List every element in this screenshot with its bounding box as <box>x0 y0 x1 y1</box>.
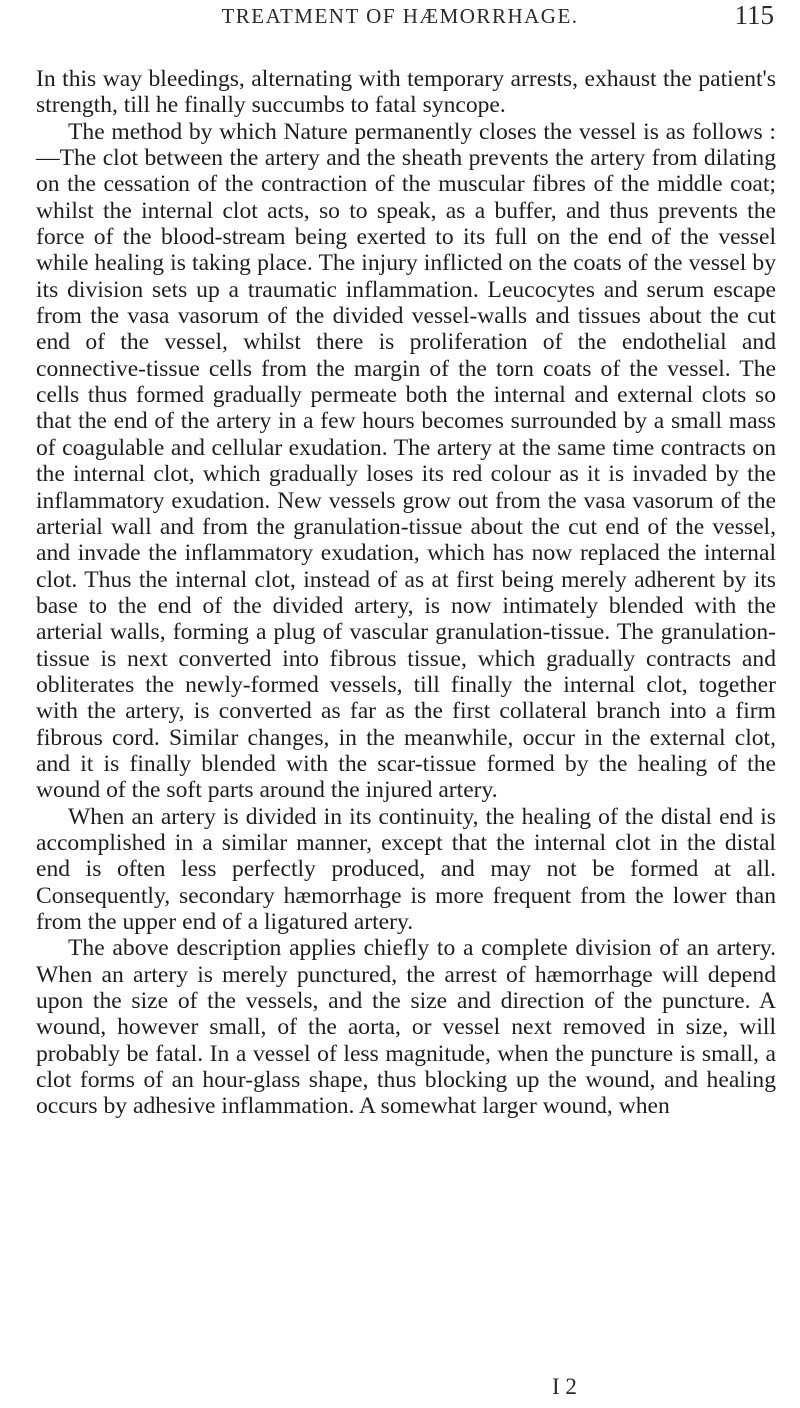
paragraph: The method by which Nature permanently closes the vessel is as follows :—The clot between the artery and the sheath prevents the artery from dilating on the cessation of the contraction of the muscular fibres of the middle coat; whilst the internal clot acts, so to speak, as a buffer, and thus prevents the force of the blood-stream being exerted to its full on the end of the vessel while healing is taking place. The injury inflicted on the coats of the vessel by its division sets up a traumatic inflammation. Leucocytes and serum escape from the vasa vasorum of the divided vessel-walls and tissues about the cut end of the vessel, whilst there is proliferation of the endothelial and connective-tissue cells from the margin of the torn coats of the vessel. The cells thus formed gradually permeate both the internal and external clots so that the end of the artery in a few hours becomes surrounded by a small mass of coagulable and cellular exudation. The artery at the same time contracts on the internal clot, which gradually loses its red colour as it is invaded by the inflammatory exudation. New vessels grow out from the vasa vasorum of the arterial wall and from the granulation-tissue about the cut end of the vessel, and invade the inflammatory exudation, which has now replaced the internal clot. Thus the internal clot, instead of as at first being merely adherent by its base to the end of the divided artery, is now intimately blended with the arterial walls, forming a plug of vascular granulation-tissue. The granulation-tissue is next converted into fibrous tissue, which gradually contracts and obliterates the newly-formed vessels, till finally the internal clot, together with the artery, is converted as far as the first collateral branch into a firm fibrous cord. Similar changes, in the meanwhile, occur in the external clot, and it is finally blended with the scar-tissue formed by the healing of the wound of the soft parts around the injured artery. <box>36 118 776 804</box>
paragraph: The above description applies chiefly to a complete division of an artery. When an artery is merely punctured, the arrest of hæmorrhage will depend upon the size of the vessels, and the size and direction of the puncture. A wound, however small, of the aorta, or vessel next removed in size, will probably be fatal. In a vessel of less magnitude, when the puncture is small, a clot forms of an hour-glass shape, thus blocking up the wound, and healing occurs by adhesive inflammation. A somewhat larger wound, when <box>36 935 776 1120</box>
page-number: 115 <box>734 0 774 30</box>
body-text <box>36 66 776 1120</box>
signature-mark: I 2 <box>552 1374 577 1399</box>
paragraph: When an artery is divided in its continuity, the healing of the distal end is accomplished in a similar manner, except that the internal clot in the distal end is often less perfectly produced, and may not be formed at all. Consequently, secondary hæmorrhage is more frequent from the lower than from the upper end of a ligatured artery. <box>36 803 776 935</box>
running-header: TREATMENT OF HÆMORRHAGE. <box>221 4 579 28</box>
paragraph: In this way bleedings, alternating with temporary arrests, exhaust the patient's strength, till he finally succumbs to fatal syncope. <box>36 66 776 119</box>
